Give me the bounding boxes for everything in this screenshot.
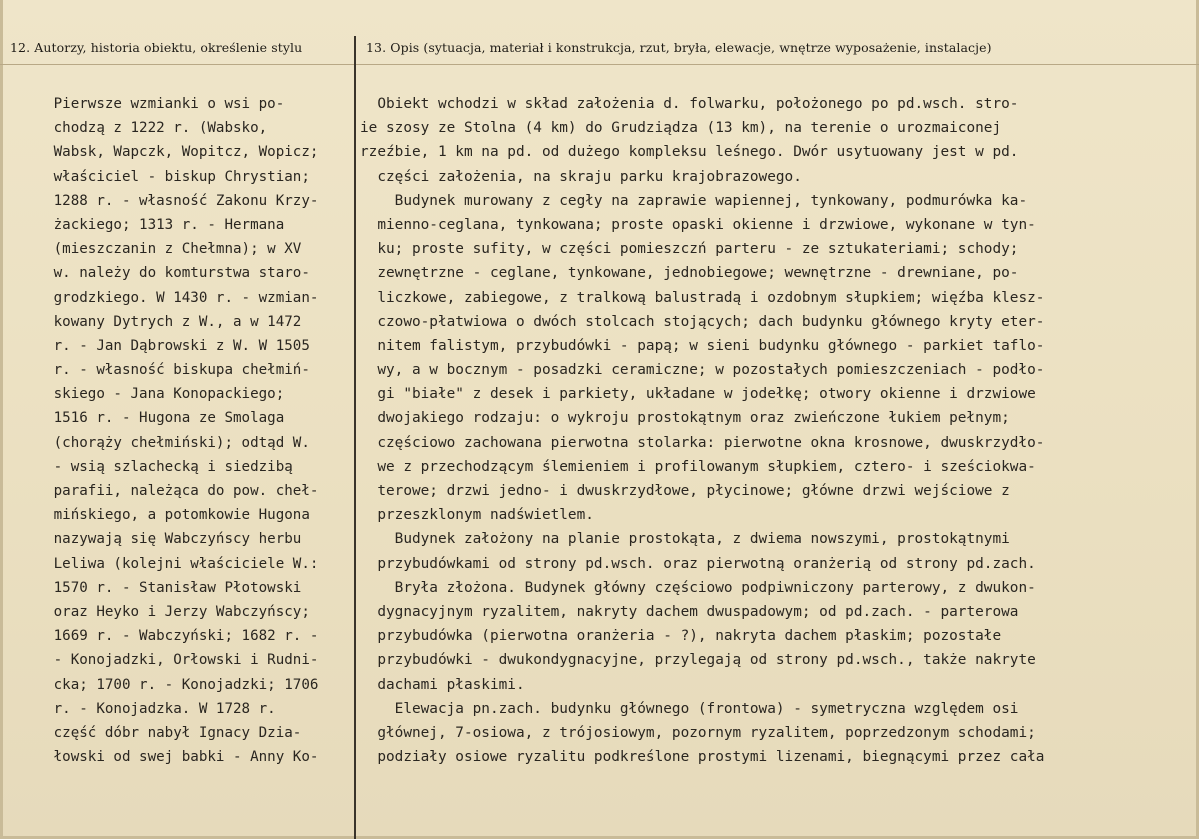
history-text-line: grodzkiego. W 1430 r. - wzmian-	[28, 289, 319, 306]
description-text-line: liczkowe, zabiegowe, z tralkową balustradą i ozdobnym słupkiem; więźba klesz-	[360, 289, 1045, 306]
description-text-line: częściowo zachowana pierwotna stolarka: pierwotne okna krosnowe, dwuskrzydło-	[360, 434, 1045, 451]
history-text-line: (mieszczanin z Chełmna); w XV	[28, 241, 302, 258]
description-text-line: przybudówkami od strony pd.wsch. oraz pierwotną oranżerią od strony pd.zach.	[360, 555, 1036, 572]
description-text-line: przybudówki - dwukondygnacyjne, przylegają od strony pd.wsch., także nakryte	[360, 652, 1036, 669]
description-text-line: Obiekt wchodzi w skład założenia d. folwarku, położonego po pd.wsch. stro-	[360, 96, 1019, 112]
description-text-line: przeszklonym nadświetlem.	[360, 507, 594, 524]
description-text-line: Elewacja pn.zach. budynku głównego (frontowa) - symetryczna względem osi	[360, 700, 1019, 717]
history-text-line: mińskiego, a potomkowie Hugona	[28, 507, 310, 524]
history-text-line: Wabsk, Wapczk, Wopitcz, Wopicz;	[28, 144, 319, 161]
history-text-line: r. - Konojadzka. W 1728 r.	[28, 700, 276, 717]
description-column	[360, 92, 1186, 769]
history-text-line: 1516 r. - Hugona ze Smolaga	[28, 410, 285, 427]
header-rule	[0, 64, 1199, 65]
history-text-line: - wsią szlachecką i siedzibą	[28, 458, 293, 475]
description-text-line: wy, a w bocznym - posadzki ceramiczne; w pozostałych pomieszczeniach - podło-	[360, 362, 1045, 379]
history-text-line: skiego - Jana Konopackiego;	[28, 386, 285, 403]
description-text-line: we z przechodzącym ślemieniem i profilowanym słupkiem, cztero- i sześciokwa-	[360, 458, 1036, 475]
history-text-line: Pierwsze wzmianki o wsi po-	[28, 96, 285, 112]
history-text-line: w. należy do komturstwa staro-	[28, 265, 310, 282]
history-text-line: r. - własność biskupa chełmiń-	[28, 362, 310, 379]
history-text-line: Leliwa (kolejni właściciele W.:	[28, 555, 319, 572]
column-divider	[354, 36, 356, 839]
history-text-line: r. - Jan Dąbrowski z W. W 1505	[28, 337, 310, 354]
description-text-line: czowo-płatwiowa o dwóch stolcach stojących; dach budynku głównego kryty eter-	[360, 313, 1045, 330]
description-text-line: części założenia, na skraju parku krajobrazowego.	[360, 168, 802, 185]
description-text-line: przybudówka (pierwotna oranżeria - ?), nakryta dachem płaskim; pozostałe	[360, 628, 1002, 645]
description-text-line: Budynek murowany z cegły na zaprawie wapiennej, tynkowany, podmurówka ka-	[360, 192, 1028, 209]
history-text-line: 1669 r. - Wabczyński; 1682 r. -	[28, 628, 319, 645]
description-text-line: zewnętrzne - ceglane, tynkowane, jednobiegowe; wewnętrzne - drewniane, po-	[360, 265, 1019, 282]
description-text-line: mienno-ceglana, tynkowana; proste opaski okienne i drzwiowe, wykonane w tyn-	[360, 216, 1036, 233]
description-text-line: Bryła złożona. Budynek główny częściowo podpiwniczony parterowy, z dwukon-	[360, 579, 1036, 596]
history-text-line: - Konojadzki, Orłowski i Rudni-	[28, 652, 319, 669]
description-text-line: dwojakiego rodzaju: o wykroju prostokątnym oraz zwieńczone łukiem pełnym;	[360, 410, 1010, 427]
history-text-line: właściciel - biskup Chrystian;	[28, 168, 310, 185]
page-edge-left	[0, 0, 3, 839]
description-text-line: ie szosy ze Stolna (4 km) do Grudziądza (13 km), na terenie o urozmaiconej	[360, 120, 1002, 137]
description-text-line: gi "białe" z desek i parkiety, układane w jodełkę; otwory okienne i drzwiowe	[360, 386, 1036, 403]
description-text-line: terowe; drzwi jedno- i dwuskrzydłowe, płycinowe; główne drzwi wejściowe z	[360, 483, 1010, 499]
history-text-line: kowany Dytrych z W., a w 1472	[28, 313, 302, 330]
history-text-line: (chorąży chełmiński); odtąd W.	[28, 434, 310, 451]
history-text-line: nazywają się Wabczyńscy herbu	[28, 531, 302, 548]
description-text-line: dachami płaskimi.	[360, 676, 525, 693]
description-text-line: podziały osiowe ryzalitu podkreślone prostymi lizenami, biegnącymi przez cała	[360, 749, 1045, 766]
history-text-line: 1570 r. - Stanisław Płotowski	[28, 579, 302, 596]
description-text-line: dygnacyjnym ryzalitem, nakryty dachem dwuspadowym; od pd.zach. - parterowa	[360, 603, 1019, 620]
description-text-line: nitem falistym, przybudówki - papą; w sieni budynku głównego - parkiet taflo-	[360, 337, 1045, 354]
history-text-line: parafii, należąca do pow. cheł-	[28, 483, 319, 499]
section-13-header: 13. Opis (sytuacja, materiał i konstrukcja, rzut, bryła, elewacje, wnętrze wyposażenie, instalacje)	[366, 40, 992, 55]
description-text-line: ku; proste sufity, w części pomieszczń parteru - ze sztukateriami; schody;	[360, 241, 1019, 258]
history-text-line: żackiego; 1313 r. - Hermana	[28, 216, 285, 233]
description-text-line: głównej, 7-osiowa, z trójosiowym, pozornym ryzalitem, poprzedzonym schodami;	[360, 724, 1036, 741]
history-text-line: oraz Heyko i Jerzy Wabczyńscy;	[28, 603, 310, 620]
history-column	[28, 92, 346, 769]
history-text-line: 1288 r. - własność Zakonu Krzy-	[28, 192, 319, 209]
history-text-line: część dóbr nabył Ignacy Dzia-	[28, 724, 302, 741]
history-text-line: cka; 1700 r. - Konojadzki; 1706	[28, 676, 319, 693]
history-text-line: łowski od swej babki - Anny Ko-	[28, 749, 319, 766]
history-text-line: chodzą z 1222 r. (Wabsko,	[28, 120, 268, 137]
section-12-header: 12. Autorzy, historia obiektu, określenie stylu	[10, 40, 303, 55]
description-text-line: rzeźbie, 1 km na pd. od dużego kompleksu leśnego. Dwór usytuowany jest w pd.	[360, 144, 1019, 161]
description-text-line: Budynek założony na planie prostokąta, z dwiema nowszymi, prostokątnymi	[360, 531, 1010, 548]
